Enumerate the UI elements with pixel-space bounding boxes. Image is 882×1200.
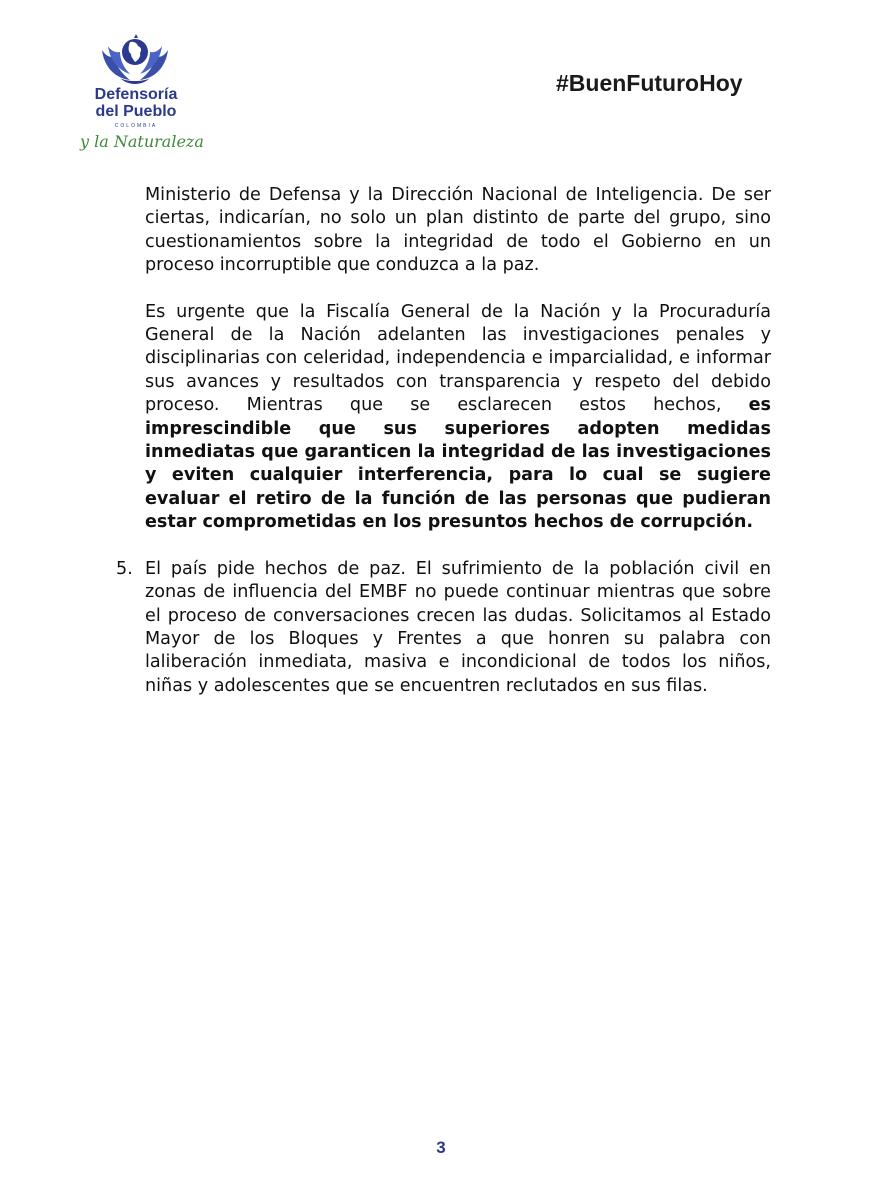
page-number: 3 (436, 1138, 446, 1157)
list-item-text: El país pide hechos de paz. El sufrimiento de la población civil en zonas de influencia del EMBF no puede continuar mientras que sobre el proceso de conversaciones crecen las dudas. Solicitamos al Estado Mayor de los Bloques y Frentes a que honren su palabra con laliberación inmediata, masiva e incondicional de todos los niños, niñas y adolescentes que se encuentren reclutados en sus filas. (145, 558, 771, 696)
document-body (116, 184, 771, 721)
hashtag-part-1: #Buen (556, 70, 627, 96)
list-item-5 (116, 558, 771, 698)
list-item-number: 5. (116, 558, 133, 579)
logo-line-1: Defensoría (94, 86, 178, 103)
logo-line-2: del Pueblo (95, 103, 177, 120)
paragraph-urgent-investigation (145, 301, 771, 535)
logo-wordmark (78, 86, 194, 120)
logo-tagline: y la Naturaleza (80, 132, 204, 151)
campaign-hashtag (556, 70, 743, 97)
paragraph-text: Es urgente que la Fiscalía General de la Nación y la Procuraduría General de la Nación adelanten las investigaciones penales y disciplinarias con celeridad, independencia e imparcialidad, e informar sus avances y resultados con transparencia y respeto del debido proceso. Mientras que se esclarecen estos hechos, (145, 301, 771, 416)
defensoria-logo (78, 32, 204, 160)
paragraph-continuation: Ministerio de Defensa y la Dirección Nacional de Inteligencia. De ser ciertas, indicarían, no solo un plan distinto de parte del grupo, sino cuestionamientos sobre la integridad de todo el Gobierno en un proceso incorruptible que conduzca a la paz. (145, 185, 771, 276)
logo-country: COLOMBIA (114, 123, 158, 129)
paragraph-bold-emphasis: es imprescindible que sus superiores adopten medidas inmediatas que garanticen la integridad de las investigaciones y eviten cualquier interferencia, para lo cual se sugiere evaluar el retiro de la función de las personas que pudieran estar comprometidas en los presuntos hechos de corrupción. (145, 395, 771, 533)
hashtag-part-2: FuturoHoy (626, 70, 743, 96)
hands-emblem-icon (100, 32, 170, 88)
